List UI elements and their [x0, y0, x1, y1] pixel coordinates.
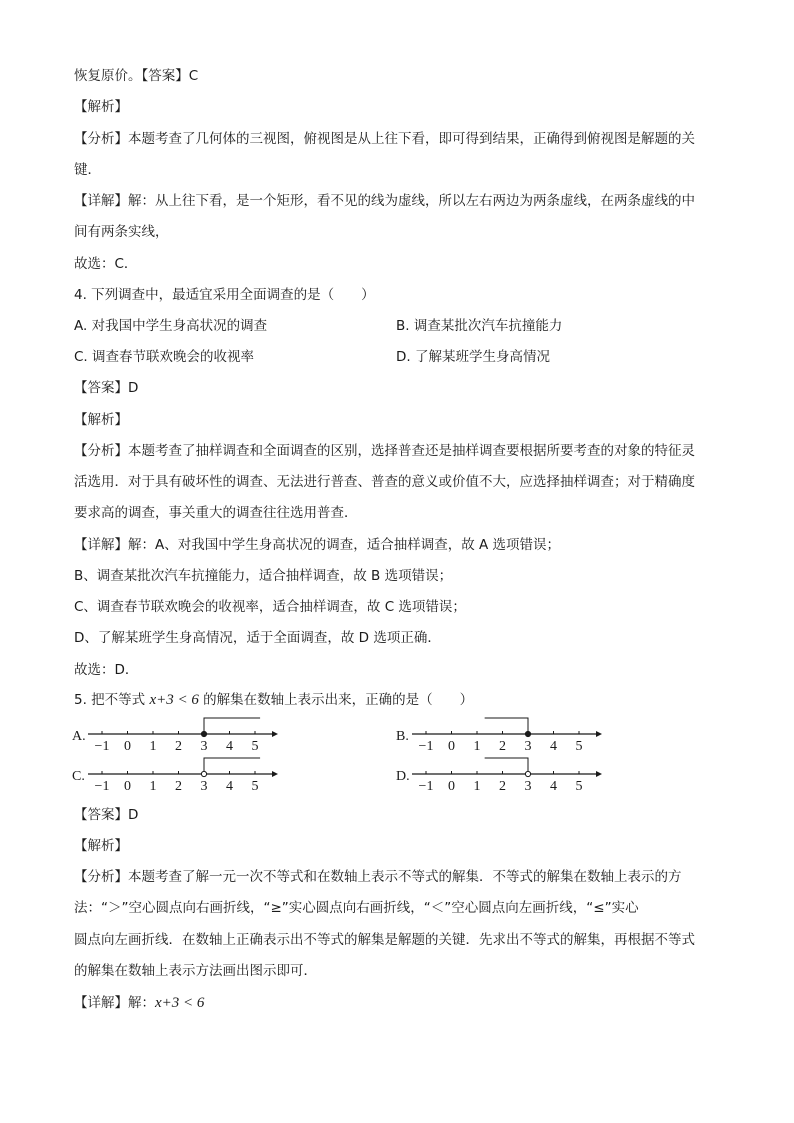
option-c: C. 调查春节联欢晚会的收视率: [74, 349, 255, 365]
tick-label: 1: [149, 739, 157, 754]
analysis-heading: 【解析】: [74, 838, 128, 854]
number-line-option-a: [88, 716, 288, 756]
tick-label: 3: [200, 739, 208, 754]
choice-text: 故选：C．: [74, 256, 138, 272]
analysis-text: 要求高的调查，事关重大的调查往往选用普查．: [74, 505, 358, 521]
detail-text: B、调查某批次汽车抗撞能力，适合抽样调查，故 B 选项错误；: [74, 568, 453, 584]
text-line-answer-prev: 恢复原价。【答案】C: [74, 68, 199, 84]
tick-label: 4: [226, 739, 233, 754]
tick-label: 0: [124, 779, 131, 794]
question-5: 5. 把不等式 x+3 < 6 的解集在数轴上表示出来，正确的是（ ）: [74, 692, 474, 708]
inequality: x+3 < 6: [149, 692, 199, 708]
tick-label: 2: [499, 779, 506, 794]
tick-label: 3: [200, 779, 208, 794]
axis-arrow: [596, 731, 602, 737]
tick-label: 1: [149, 779, 157, 794]
number-line-option-d: [412, 756, 612, 796]
detail-text: C、调查春节联欢晚会的收视率，适合抽样调查，故 C 选项错误；: [74, 599, 466, 615]
solid-point: [201, 731, 206, 736]
choice-text: 故选：D．: [74, 662, 139, 678]
tick-label: −1: [418, 779, 434, 794]
detail-text: 间有两条实线，: [74, 224, 169, 240]
detail-text: 【详解】解：x+3 < 6: [74, 995, 205, 1011]
detail-text: 【详解】解：A、对我国中学生身高状况的调查，适合抽样调查，故 A 选项错误；: [74, 537, 561, 553]
nl-option-a-label: A.: [72, 729, 86, 744]
analysis-text: 【分析】本题考查了抽样调查和全面调查的区别，选择普查还是抽样调查要根据所要考查的对象的特征灵: [74, 443, 695, 459]
tick-label: 4: [550, 779, 557, 794]
nl-option-b-label: B.: [396, 729, 409, 744]
axis-arrow: [272, 771, 278, 777]
tick-label: 4: [226, 779, 233, 794]
hollow-point: [525, 771, 530, 776]
option-b: B. 调查某批次汽车抗撞能力: [396, 318, 563, 334]
option-d: D. 了解某班学生身高情况: [396, 349, 550, 365]
answer-4: 【答案】D: [74, 380, 139, 396]
tick-label: 5: [575, 739, 583, 754]
tick-label: 0: [124, 739, 131, 754]
analysis-heading: 【解析】: [74, 99, 128, 115]
tick-label: 2: [175, 739, 182, 754]
inequality: x+3 < 6: [155, 995, 205, 1011]
analysis-text: 活选用．对于具有破坏性的调查、无法进行普查、普查的意义或价值不大，应选择抽样调查；对于精确度: [74, 474, 695, 490]
analysis-text: 【分析】本题考查了解一元一次不等式和在数轴上表示不等式的解集．不等式的解集在数轴上表示的方: [74, 869, 682, 885]
tick-label: −1: [94, 739, 110, 754]
axis-arrow: [596, 771, 602, 777]
solution-bracket: [204, 718, 260, 734]
tick-label: −1: [418, 739, 434, 754]
tick-label: 1: [473, 739, 481, 754]
analysis-text: 圆点向左画折线．在数轴上正确表示出不等式的解集是解题的关键．先求出不等式的解集，再根据不等式: [74, 932, 695, 948]
solid-point: [525, 731, 530, 736]
tick-label: 0: [448, 739, 455, 754]
analysis-text: 的解集在数轴上表示方法画出图示即可．: [74, 963, 317, 979]
nl-option-c-label: C.: [72, 769, 85, 784]
solution-bracket: [204, 758, 260, 774]
tick-label: 5: [251, 739, 259, 754]
tick-label: 3: [524, 779, 532, 794]
analysis-text: 【分析】本题考查了几何体的三视图，俯视图是从上往下看，即可得到结果，正确得到俯视图是解题的关: [74, 131, 695, 147]
number-line-option-c: [88, 756, 288, 796]
tick-label: 2: [499, 739, 506, 754]
analysis-heading: 【解析】: [74, 412, 128, 428]
analysis-text: 法：“＞”空心圆点向右画折线，“≥”实心圆点向右画折线，“＜”空心圆点向左画折线，“≤”实心: [74, 900, 639, 916]
tick-label: 2: [175, 779, 182, 794]
option-a: A. 对我国中学生身高状况的调查: [74, 318, 268, 334]
tick-label: 1: [473, 779, 481, 794]
detail-text: D、了解某班学生身高情况，适于全面调查，故 D 选项正确．: [74, 630, 441, 646]
tick-label: 5: [251, 779, 259, 794]
answer-5: 【答案】D: [74, 807, 139, 823]
detail-text: 【详解】解：从上往下看，是一个矩形，看不见的线为虚线，所以左右两边为两条虚线，在两条虚线的中: [74, 193, 695, 209]
tick-label: −1: [94, 779, 110, 794]
tick-label: 3: [524, 739, 532, 754]
axis-arrow: [272, 731, 278, 737]
hollow-point: [201, 771, 206, 776]
number-line-option-b: [412, 716, 612, 756]
analysis-text: 键．: [74, 162, 101, 178]
question-4: 4. 下列调查中，最适宜采用全面调查的是（ ）: [74, 287, 375, 303]
tick-label: 0: [448, 779, 455, 794]
nl-option-d-label: D.: [396, 769, 410, 784]
solution-bracket: [485, 718, 528, 734]
solution-bracket: [485, 758, 528, 774]
tick-label: 5: [575, 779, 583, 794]
tick-label: 4: [550, 739, 557, 754]
